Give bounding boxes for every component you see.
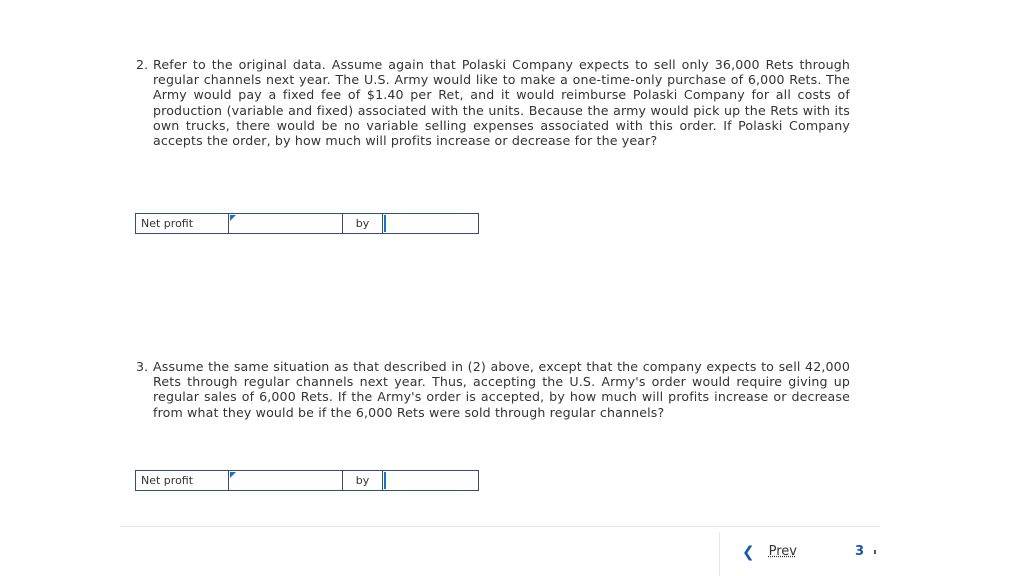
- input-marker-icon: [384, 215, 386, 232]
- footer-vertical-divider: [719, 532, 720, 576]
- chevron-left-icon: ❮: [742, 543, 755, 561]
- net-profit-label: Net profit: [135, 470, 229, 491]
- net-profit-label: Net profit: [135, 213, 229, 234]
- question-2-number: 2.: [136, 57, 149, 72]
- dropdown-marker-icon: [230, 472, 236, 478]
- increase-decrease-dropdown[interactable]: [229, 213, 343, 234]
- current-page-number[interactable]: 3: [855, 544, 865, 559]
- question-2: [136, 57, 850, 148]
- question-3: [136, 359, 850, 420]
- by-label: by: [343, 470, 383, 491]
- footer-divider-line: [120, 526, 880, 527]
- question-2-answer-row: [135, 213, 479, 234]
- amount-input[interactable]: [383, 213, 479, 234]
- page-menu-dot-icon: [874, 550, 876, 554]
- question-2-text: Refer to the original data. Assume again that Polaski Company expects to sell only 36,000 Rets through regular channels next year. The U.S. Army would like to make a one-time-only purchase of 6,000 Rets. The Army would pay a fixed fee of $1.40 per Ret, and it would reimburse Polaski Company for all costs of production (variable and fixed) associated with the units. Because the army would pick up the Rets with its own trucks, there would be no variable selling expenses associated with this order. If Polaski Company accepts the order, by how much will profits increase or decrease for the year?: [153, 57, 850, 149]
- amount-input[interactable]: [383, 470, 479, 491]
- question-3-answer-row: [135, 470, 479, 491]
- increase-decrease-dropdown[interactable]: [229, 470, 343, 491]
- question-3-number: 3.: [136, 359, 149, 374]
- question-3-text: Assume the same situation as that described in (2) above, except that the company expects to sell 42,000 Rets through regular channels next year. Thus, accepting the U.S. Army's order would require giving up regular sales of 6,000 Rets. If the Army's order is accepted, by how much will profits increase or decrease from what they would be if the 6,000 Rets were sold through regular channels?: [153, 359, 850, 420]
- input-marker-icon: [384, 472, 386, 489]
- prev-label: Prev: [768, 544, 797, 559]
- dropdown-marker-icon: [230, 215, 236, 221]
- prev-button[interactable]: [742, 542, 797, 562]
- by-label: by: [343, 213, 383, 234]
